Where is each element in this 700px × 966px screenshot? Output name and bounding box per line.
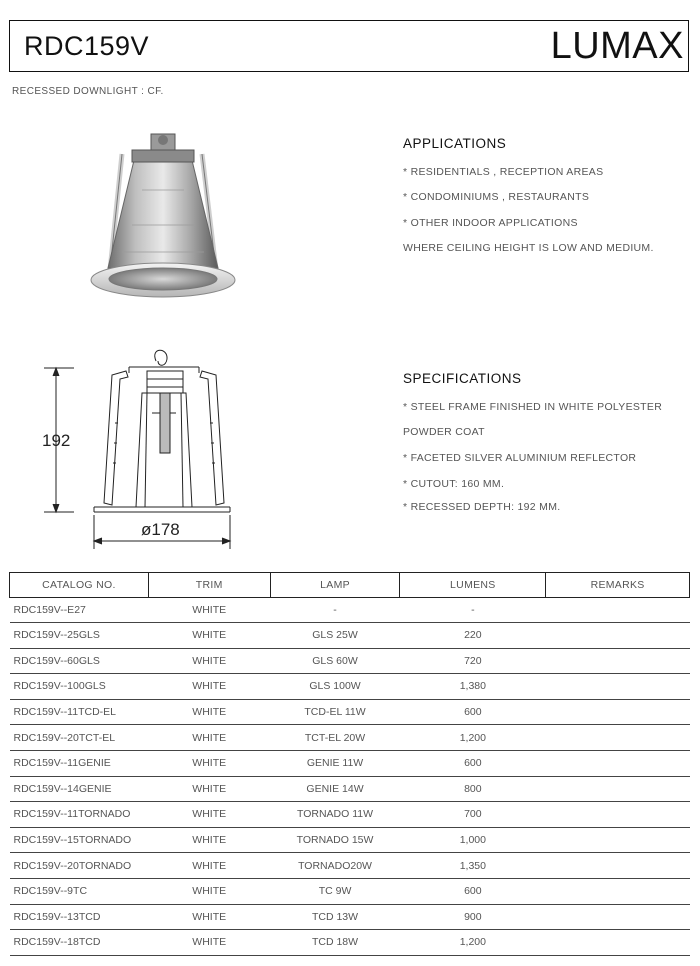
- trim-cell: WHITE: [148, 827, 270, 853]
- table-row: [10, 776, 690, 802]
- applications-title: APPLICATIONS: [403, 136, 507, 151]
- lumens-cell: 600: [400, 878, 546, 904]
- table-row: [10, 904, 690, 930]
- specifications-item: POWDER COAT: [403, 426, 485, 438]
- catalog-no-cell: RDC159V--14GENIE: [10, 776, 149, 802]
- column-header: CATALOG NO.: [10, 573, 149, 598]
- product-category: RECESSED DOWNLIGHT : CF.: [12, 86, 164, 97]
- trim-cell: WHITE: [148, 623, 270, 649]
- table-row: [10, 878, 690, 904]
- remarks-cell: [546, 776, 690, 802]
- lumens-cell: 900: [400, 904, 546, 930]
- lamp-cell: TORNADO 15W: [270, 827, 400, 853]
- remarks-cell: [546, 648, 690, 674]
- applications-item: * OTHER INDOOR APPLICATIONS: [403, 217, 578, 229]
- lumens-cell: 1,200: [400, 725, 546, 751]
- lamp-cell: TORNADO 11W: [270, 802, 400, 828]
- trim-cell: WHITE: [148, 853, 270, 879]
- table-row: [10, 623, 690, 649]
- lumens-cell: -: [400, 598, 546, 623]
- catalog-no-cell: RDC159V--E27: [10, 598, 149, 623]
- lumens-cell: 220: [400, 623, 546, 649]
- catalog-no-cell: RDC159V--15TORNADO: [10, 827, 149, 853]
- table-body: [10, 598, 690, 956]
- catalog-no-cell: RDC159V--18TCD: [10, 930, 149, 956]
- dimension-drawing: [34, 343, 244, 553]
- lamp-cell: GLS 25W: [270, 623, 400, 649]
- lamp-cell: GENIE 11W: [270, 750, 400, 776]
- lamp-cell: TCD 13W: [270, 904, 400, 930]
- remarks-cell: [546, 699, 690, 725]
- remarks-cell: [546, 904, 690, 930]
- remarks-cell: [546, 853, 690, 879]
- specifications-item: * CUTOUT: 160 MM.: [403, 478, 505, 490]
- remarks-cell: [546, 674, 690, 700]
- table-row: [10, 674, 690, 700]
- lamp-cell: TCD 18W: [270, 930, 400, 956]
- trim-cell: WHITE: [148, 750, 270, 776]
- lumens-cell: 700: [400, 802, 546, 828]
- column-header: TRIM: [148, 573, 270, 598]
- specifications-title: SPECIFICATIONS: [403, 371, 522, 386]
- catalog-no-cell: RDC159V--9TC: [10, 878, 149, 904]
- column-header: REMARKS: [546, 573, 690, 598]
- lamp-cell: TCT-EL 20W: [270, 725, 400, 751]
- trim-cell: WHITE: [148, 802, 270, 828]
- lamp-cell: GLS 100W: [270, 674, 400, 700]
- lamp-cell: GENIE 14W: [270, 776, 400, 802]
- lumens-cell: 720: [400, 648, 546, 674]
- table-row: [10, 648, 690, 674]
- model-number: RDC159V: [24, 31, 150, 61]
- catalog-no-cell: RDC159V--11TORNADO: [10, 802, 149, 828]
- lamp-cell: TCD-EL 11W: [270, 699, 400, 725]
- product-photo: [14, 130, 304, 315]
- trim-cell: WHITE: [148, 776, 270, 802]
- catalog-no-cell: RDC159V--13TCD: [10, 904, 149, 930]
- header-box: [9, 20, 689, 72]
- catalog-no-cell: RDC159V--60GLS: [10, 648, 149, 674]
- applications-item: * CONDOMINIUMS , RESTAURANTS: [403, 191, 590, 203]
- lumens-cell: 1,200: [400, 930, 546, 956]
- table-header-row: [10, 573, 690, 598]
- lamp-cell: -: [270, 598, 400, 623]
- lumens-cell: 800: [400, 776, 546, 802]
- table-row: [10, 699, 690, 725]
- lamp-cell: TORNADO20W: [270, 853, 400, 879]
- catalog-no-cell: RDC159V--20TORNADO: [10, 853, 149, 879]
- lumens-cell: 1,380: [400, 674, 546, 700]
- remarks-cell: [546, 725, 690, 751]
- lamp-cell: TC 9W: [270, 878, 400, 904]
- remarks-cell: [546, 930, 690, 956]
- table-row: [10, 802, 690, 828]
- catalog-table: [9, 572, 690, 956]
- table-row: [10, 853, 690, 879]
- lumens-cell: 1,000: [400, 827, 546, 853]
- trim-cell: WHITE: [148, 878, 270, 904]
- remarks-cell: [546, 802, 690, 828]
- specifications-item: * STEEL FRAME FINISHED IN WHITE POLYESTER: [403, 401, 663, 413]
- remarks-cell: [546, 827, 690, 853]
- lumens-cell: 600: [400, 750, 546, 776]
- brand-logo: LUMAX: [550, 25, 684, 67]
- applications-item: * RESIDENTIALS , RECEPTION AREAS: [403, 166, 604, 178]
- lumens-cell: 1,350: [400, 853, 546, 879]
- width-label: ø178: [141, 520, 180, 539]
- table-row: [10, 598, 690, 623]
- trim-cell: WHITE: [148, 930, 270, 956]
- table-row: [10, 827, 690, 853]
- specifications-item: * FACETED SILVER ALUMINIUM REFLECTOR: [403, 452, 637, 464]
- table-row: [10, 930, 690, 956]
- remarks-cell: [546, 598, 690, 623]
- specifications-item: * RECESSED DEPTH: 192 MM.: [403, 501, 561, 513]
- trim-cell: WHITE: [148, 725, 270, 751]
- column-header: LAMP: [270, 573, 400, 598]
- trim-cell: WHITE: [148, 674, 270, 700]
- catalog-no-cell: RDC159V--100GLS: [10, 674, 149, 700]
- lumens-cell: 600: [400, 699, 546, 725]
- catalog-no-cell: RDC159V--20TCT-EL: [10, 725, 149, 751]
- applications-item: WHERE CEILING HEIGHT IS LOW AND MEDIUM.: [403, 242, 654, 254]
- trim-cell: WHITE: [148, 598, 270, 623]
- height-label: 192: [42, 431, 71, 450]
- table-row: [10, 725, 690, 751]
- remarks-cell: [546, 750, 690, 776]
- catalog-no-cell: RDC159V--11TCD-EL: [10, 699, 149, 725]
- lamp-cell: GLS 60W: [270, 648, 400, 674]
- remarks-cell: [546, 623, 690, 649]
- column-header: LUMENS: [400, 573, 546, 598]
- trim-cell: WHITE: [148, 904, 270, 930]
- remarks-cell: [546, 878, 690, 904]
- catalog-no-cell: RDC159V--25GLS: [10, 623, 149, 649]
- table-row: [10, 750, 690, 776]
- trim-cell: WHITE: [148, 699, 270, 725]
- trim-cell: WHITE: [148, 648, 270, 674]
- catalog-no-cell: RDC159V--11GENIE: [10, 750, 149, 776]
